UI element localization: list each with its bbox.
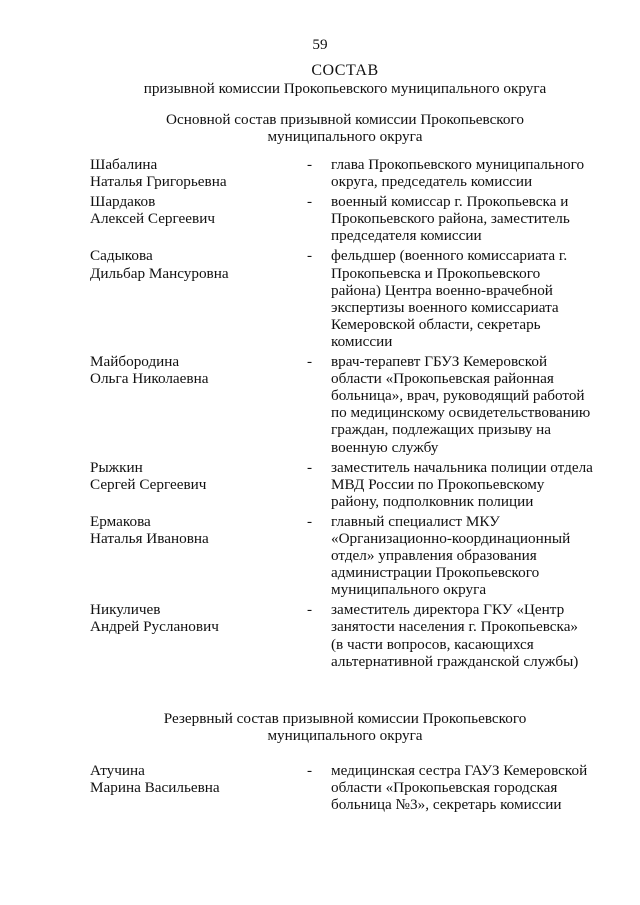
reserve-section-heading-line2: муниципального округа bbox=[267, 727, 423, 745]
member-surname: Рыжкин bbox=[90, 458, 143, 476]
page-number: 59 bbox=[312, 36, 328, 53]
member-given-name: Ольга Николаевна bbox=[90, 370, 209, 388]
main-section-heading-line1: Основной состав призывной комиссии Прокопьевского bbox=[166, 111, 524, 128]
member-role: глава Прокопьевского муниципального округа, председатель комиссии bbox=[331, 156, 585, 191]
member-row bbox=[90, 601, 590, 669]
member-dash: - bbox=[307, 353, 313, 371]
member-row bbox=[90, 762, 590, 813]
member-surname: Ермакова bbox=[90, 512, 151, 530]
member-row bbox=[90, 458, 593, 510]
member-role: главный специалист МКУ «Организационно-координационный отдел» управления образования администрации Прокопьевского муниципального округа bbox=[331, 512, 571, 599]
member-dash: - bbox=[307, 156, 313, 173]
member-given-name: Алексей Сергеевич bbox=[90, 210, 215, 228]
member-row bbox=[90, 156, 590, 190]
member-surname: Атучина bbox=[90, 762, 145, 779]
document-subtitle: призывной комиссии Прокопьевского муниципального округа bbox=[143, 80, 547, 97]
member-name bbox=[90, 247, 307, 350]
member-given-name: Андрей Русланович bbox=[90, 618, 219, 636]
member-role: медицинская сестра ГАУЗ Кемеровской области «Прокопьевская городская больница №3», секретарь комиссии bbox=[331, 762, 588, 814]
main-section-heading-line2: муниципального округа bbox=[267, 128, 423, 146]
member-row bbox=[90, 353, 590, 456]
member-role: заместитель начальника полиции отдела МВД России по Прокопьевскому району, подполковник полиции bbox=[331, 458, 593, 510]
document-title: СОСТАВ bbox=[311, 62, 379, 79]
member-row bbox=[90, 247, 590, 350]
member-surname: Никуличев bbox=[90, 601, 161, 619]
member-given-name: Дильбар Мансуровна bbox=[90, 264, 229, 282]
member-role: врач-терапевт ГБУЗ Кемеровской области «Прокопьевская районная больница», врач, руководящий работой по медицинскому освидетельствованию граждан, подлежащих призыву на военную службу bbox=[331, 353, 591, 456]
member-given-name: Наталья Ивановна bbox=[90, 529, 209, 547]
reserve-section-heading bbox=[0, 710, 640, 744]
member-name bbox=[90, 156, 307, 190]
reserve-section-heading-line1: Резервный состав призывной комиссии Прокопьевского bbox=[163, 710, 527, 727]
main-members-list bbox=[90, 156, 593, 673]
member-dash: - bbox=[307, 193, 313, 211]
member-name bbox=[90, 762, 307, 813]
main-section-heading bbox=[0, 111, 640, 145]
member-surname: Майбородина bbox=[90, 353, 180, 371]
member-role: фельдшер (военного комиссариата г. Прокопьевска и Прокопьевского района) Центра военно-врачебной экспертизы военного комиссариата Кемеровской области, секретарь комиссии bbox=[331, 247, 568, 350]
member-dash: - bbox=[307, 512, 313, 530]
member-name bbox=[90, 513, 307, 598]
member-given-name: Наталья Григорьевна bbox=[90, 173, 227, 191]
member-name bbox=[90, 459, 307, 510]
member-row bbox=[90, 513, 590, 598]
member-given-name: Сергей Сергеевич bbox=[90, 475, 207, 493]
member-name bbox=[90, 193, 307, 244]
member-name bbox=[90, 353, 307, 456]
member-surname: Шардаков bbox=[90, 193, 156, 211]
member-role: заместитель директора ГКУ «Центр занятости населения г. Прокопьевска» (в части вопросов, касающихся альтернативной гражданской службы) bbox=[331, 601, 579, 670]
member-row bbox=[90, 193, 590, 244]
reserve-members-list bbox=[90, 762, 590, 816]
member-given-name: Марина Васильевна bbox=[90, 779, 220, 797]
member-role: военный комиссар г. Прокопьевска и Прокопьевского района, заместитель председателя комиссии bbox=[331, 193, 570, 245]
member-surname: Шабалина bbox=[90, 156, 158, 173]
member-surname: Садыкова bbox=[90, 247, 153, 265]
member-dash: - bbox=[307, 762, 313, 779]
member-name bbox=[90, 601, 307, 669]
member-dash: - bbox=[307, 601, 313, 619]
member-dash: - bbox=[307, 247, 313, 265]
member-dash: - bbox=[307, 458, 313, 476]
